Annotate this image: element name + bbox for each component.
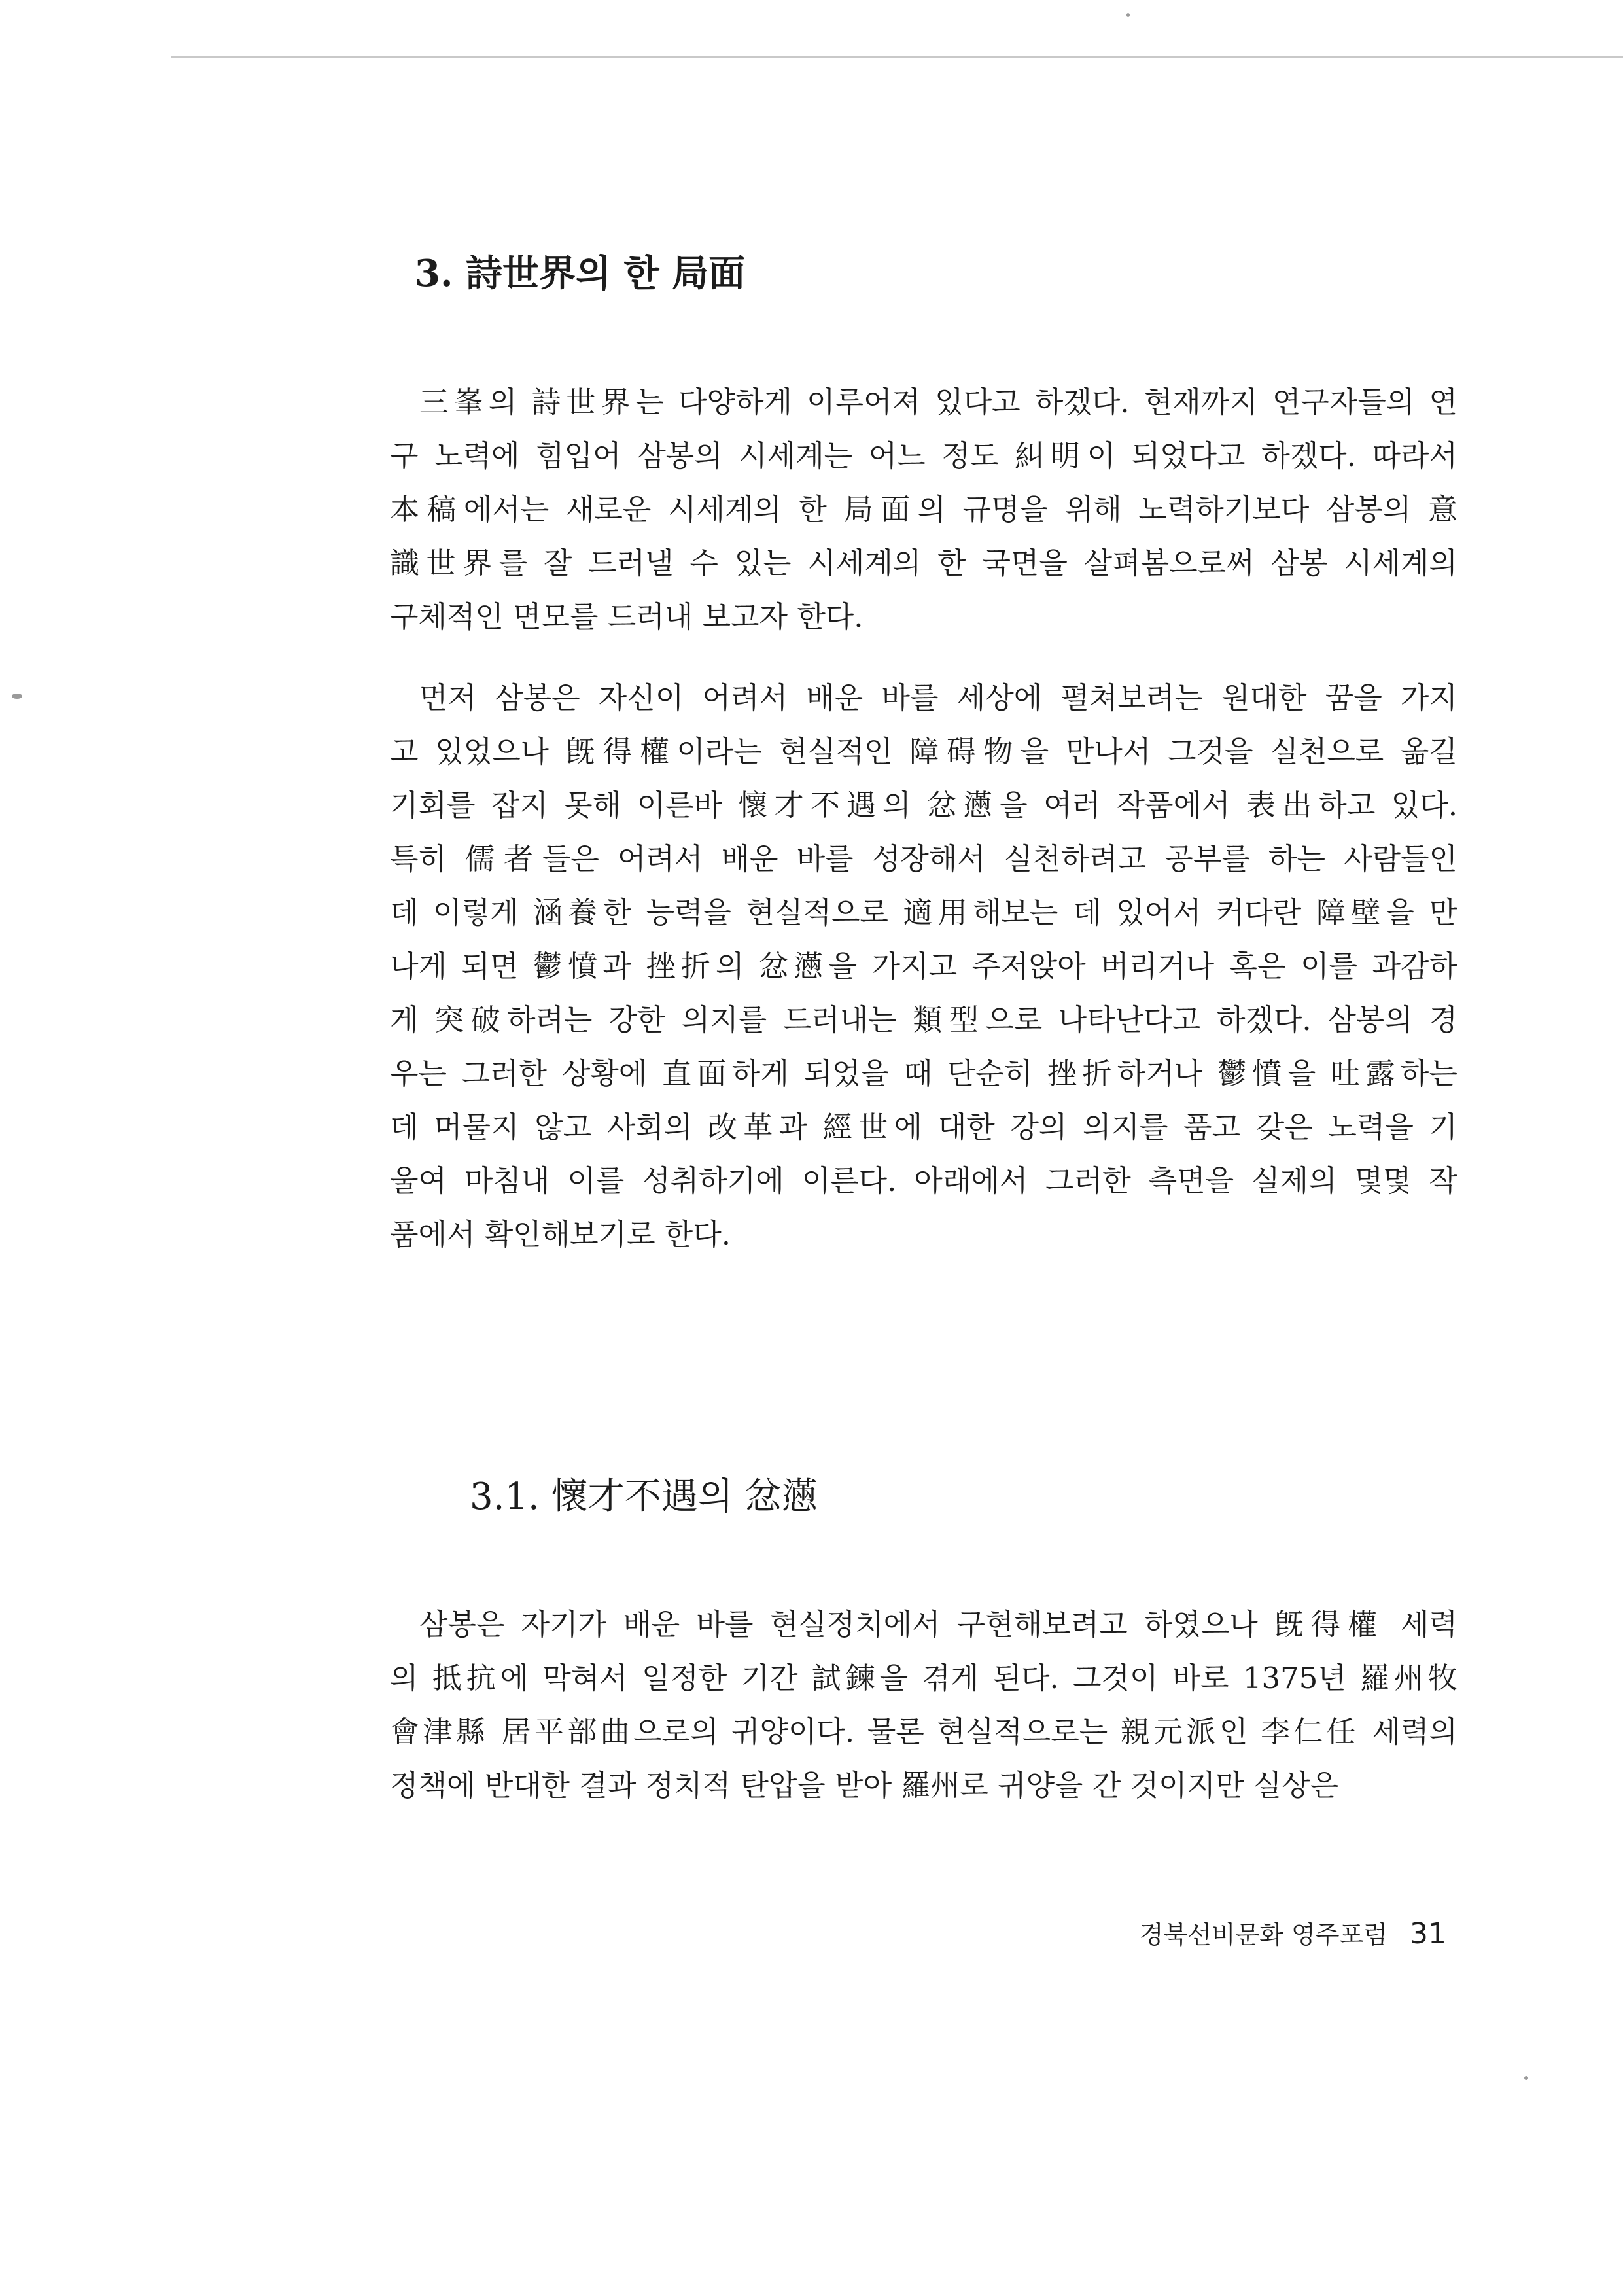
scan-speck: [12, 694, 22, 699]
text-line: 데 머물지 않고 사회의 改革과 經世에 대한 강의 의지를 품고 갖은 노력을 기: [390, 1110, 1457, 1144]
paragraph-3: [390, 1598, 1457, 1812]
text-line: 정책에 반대한 결과 정치적 탄압을 받아 羅州로 귀양을 간 것이지만 실상은: [390, 1768, 1339, 1803]
text-line: 기회를 잡지 못해 이른바 懷才不遇의 忿懣을 여러 작품에서 表出하고 있다.: [390, 788, 1457, 822]
subsection-title: 3.1. 懷才不遇의 忿懣: [470, 1475, 818, 1518]
section-title: 3. 詩世界의 한 局面: [415, 252, 746, 295]
text-line: 구체적인 면모를 드러내 보고자 한다.: [390, 599, 864, 634]
paragraph-2: [390, 671, 1457, 1262]
text-line: 의 抵抗에 막혀서 일정한 기간 試鍊을 겪게 된다. 그것이 바로 1375년 羅州牧: [390, 1661, 1457, 1695]
text-line: 데 이렇게 涵養한 능력을 현실적으로 適用해보는 데 있어서 커다란 障壁을 만: [390, 895, 1457, 930]
text-line: 먼저 삼봉은 자신이 어려서 배운 바를 세상에 펼쳐보려는 원대한 꿈을 가지: [419, 680, 1457, 715]
paragraph-1: [390, 376, 1457, 644]
page-number: 31: [1410, 1917, 1446, 1951]
text-line: 會津縣 居平部曲으로의 귀양이다. 물론 현실적으로는 親元派인 李仁任 세력의: [390, 1714, 1457, 1749]
text-line: 本稿에서는 새로운 시세계의 한 局面의 규명을 위해 노력하기보다 삼봉의 意: [390, 492, 1457, 527]
text-line: 삼봉은 자기가 배운 바를 현실정치에서 구현해보려고 하였으나 旣得權 세력: [419, 1607, 1457, 1642]
scan-speck: [1126, 13, 1130, 17]
page-footer: [1140, 1915, 1446, 1954]
text-line: 고 있었으나 旣得權이라는 현실적인 障碍物을 만나서 그것을 실천으로 옮길: [390, 734, 1457, 769]
publication-name: 경북선비문화 영주포럼: [1139, 1920, 1387, 1949]
text-line: 품에서 확인해보기로 한다.: [390, 1217, 731, 1252]
text-line: 識世界를 잘 드러낼 수 있는 시세계의 한 국면을 살펴봄으로써 삼봉 시세계의: [390, 546, 1457, 580]
text-line: 우는 그러한 상황에 直面하게 되었을 때 단순히 挫折하거나 鬱憤을 吐露하는: [390, 1056, 1457, 1091]
text-line: 특히 儒者들은 어려서 배운 바를 성장해서 실천하려고 공부를 하는 사람들인: [390, 841, 1457, 876]
text-line: 울여 마침내 이를 성취하기에 이른다. 아래에서 그러한 측면을 실제의 몇몇 작: [390, 1163, 1457, 1198]
text-line: 三峯의 詩世界는 다양하게 이루어져 있다고 하겠다. 현재까지 연구자들의 연: [419, 385, 1457, 419]
scan-speck: [1524, 2076, 1528, 2080]
text-line: 나게 되면 鬱憤과 挫折의 忿懣을 가지고 주저앉아 버리거나 혹은 이를 과감하: [390, 949, 1457, 983]
text-line: 구 노력에 힘입어 삼봉의 시세계는 어느 정도 糾明이 되었다고 하겠다. 따라서: [390, 438, 1457, 473]
text-line: 게 突破하려는 강한 의지를 드러내는 類型으로 나타난다고 하겠다. 삼봉의 경: [390, 1002, 1457, 1037]
top-rule: [171, 56, 1623, 58]
